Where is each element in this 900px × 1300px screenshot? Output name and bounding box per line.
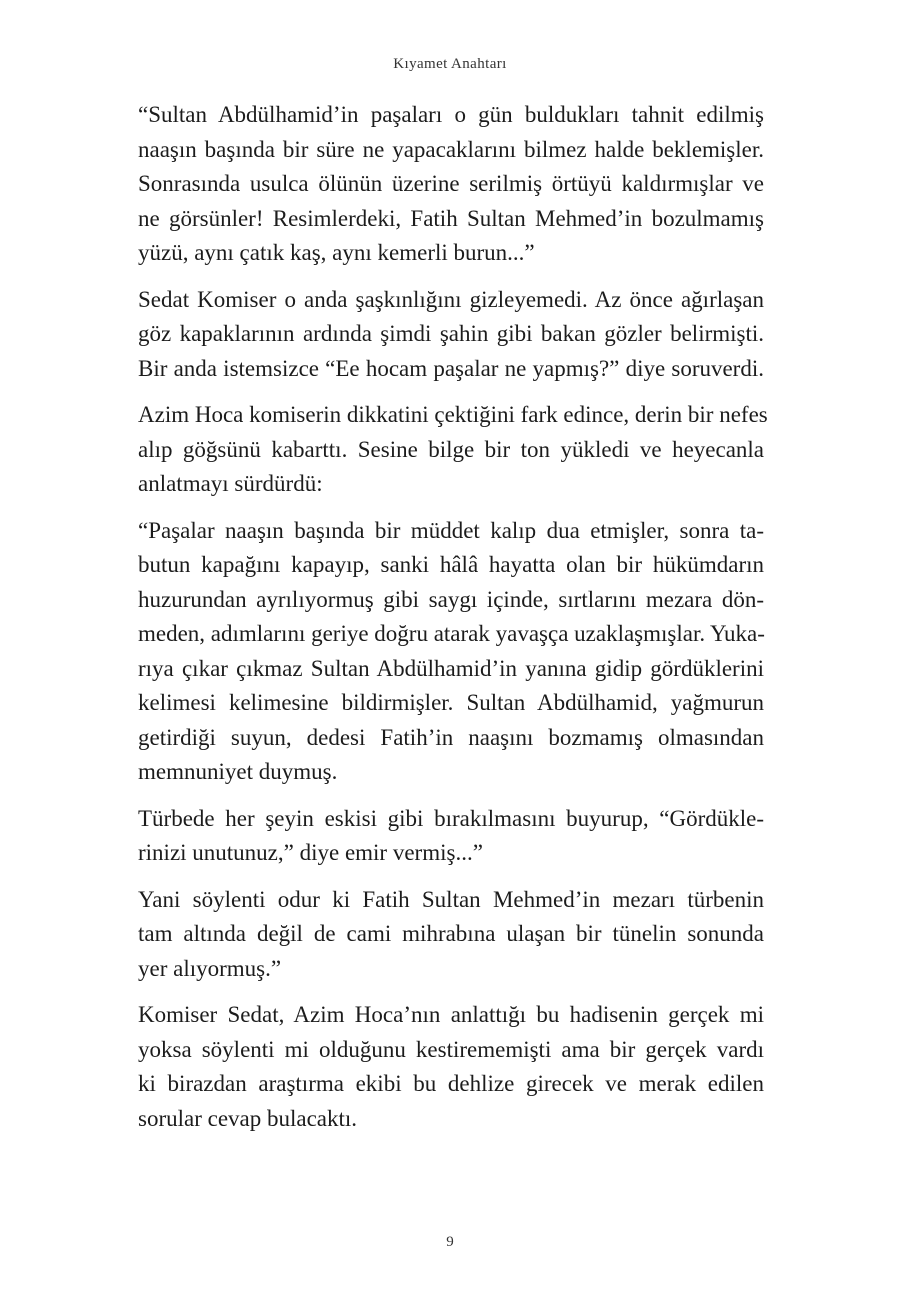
text-line: anlatmayı sürdürdü:: [138, 471, 323, 496]
text-line: “Sultan Abdülhamid’in paşaları o gün buldukları tahnit edilmiş: [138, 102, 764, 127]
paragraph-3: [138, 398, 768, 502]
text-line: yer alıyormuş.”: [138, 955, 282, 981]
text-line: yoksa söylenti mi olduğunu kestirememişti ama bir gerçek vardı: [138, 1036, 764, 1062]
paragraph-6: [138, 883, 764, 987]
page-body: [138, 98, 768, 1148]
running-head-title: Kıyamet Anahtarı: [393, 56, 507, 72]
paragraph-4: [138, 514, 764, 790]
paragraph-7: [138, 998, 764, 1136]
text-line: Komiser Sedat, Azim Hoca’nın anlattığı bu hadisenin gerçek mi: [138, 1002, 764, 1027]
text-line: Azim Hoca komiserin dikkatini çektiğini fark edince, derin bir nefes: [138, 402, 768, 427]
text-line: yüzü, aynı çatık kaş, aynı kemerli burun...”: [138, 240, 535, 265]
text-line: Yani söylenti odur ki Fatih Sultan Mehmed’in mezarı türbenin: [138, 886, 764, 912]
paragraph-2: [138, 283, 764, 387]
text-line: getirdiği suyun, dedesi Fatih’in naaşını bozmamış olmasından: [138, 724, 764, 750]
text-line: Türbede her şeyin eskisi gibi bırakılmasını buyurup, “Gördükle-: [138, 805, 764, 831]
text-line: memnuniyet duymuş.: [138, 759, 338, 784]
text-line: huzurundan ayrılıyormuş gibi saygı içinde, sırtlarını mezara dön-: [138, 586, 764, 612]
text-line: ki birazdan araştırma ekibi bu dehlize girecek ve merak edilen: [138, 1071, 764, 1096]
text-line: meden, adımlarını geriye doğru atarak yavaşça uzaklaşmışlar. Yuka-: [138, 621, 765, 646]
text-line: kelimesi kelimesine bildirmişler. Sultan Abdülhamid, yağmurun: [138, 690, 764, 715]
text-line: göz kapaklarının ardında şimdi şahin gibi bakan gözler belirmişti.: [138, 321, 764, 346]
text-line: tam altında değil de cami mihrabına ulaşan bir tünelin sonunda: [138, 921, 764, 946]
paragraph-1: [138, 98, 764, 271]
text-line: “Paşalar naaşın başında bir müddet kalıp dua etmişler, sonra ta-: [138, 517, 764, 543]
text-line: rıya çıkar çıkmaz Sultan Abdülhamid’in yanına gidip gördüklerini: [138, 655, 764, 681]
text-line: Sonrasında usulca ölünün üzerine serilmiş örtüyü kaldırmışlar ve: [138, 171, 764, 196]
text-line: Sedat Komiser o anda şaşkınlığını gizleyemedi. Az önce ağırlaşan: [138, 286, 764, 312]
text-line: alıp göğsünü kabarttı. Sesine bilge bir ton yükledi ve heyecanla: [138, 436, 764, 462]
page-number: 9: [446, 1234, 454, 1250]
text-line: rinizi unutunuz,” diye emir vermiş...”: [138, 840, 483, 865]
text-line: sorular cevap bulacaktı.: [138, 1105, 358, 1131]
text-line: ne görsünler! Resimlerdeki, Fatih Sultan Mehmed’in bozulmamış: [138, 205, 764, 231]
text-line: butun kapağını kapayıp, sanki hâlâ hayatta olan bir hükümdarın: [138, 552, 764, 577]
paragraph-5: [138, 802, 764, 871]
text-line: naaşın başında bir süre ne yapacaklarını bilmez halde beklemişler.: [138, 136, 764, 162]
text-line: Bir anda istemsizce “Ee hocam paşalar ne yapmış?” diye soruverdi.: [138, 355, 764, 381]
